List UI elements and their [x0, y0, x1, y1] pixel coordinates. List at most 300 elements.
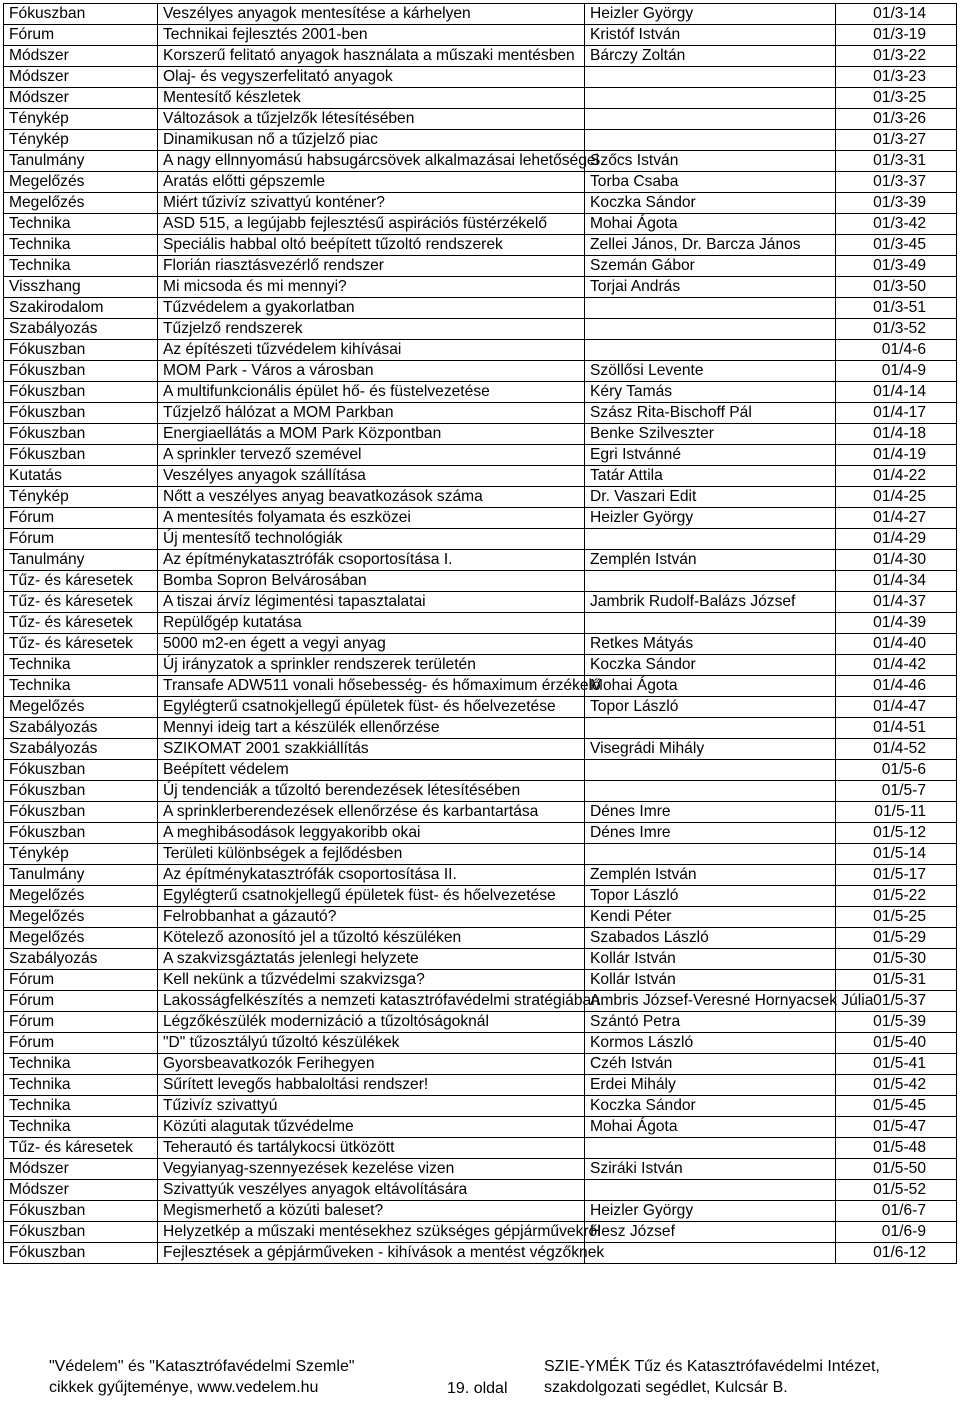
author-cell: Torba Csaba — [585, 172, 836, 193]
article-title-cell: Tűzjelző hálózat a MOM Parkban — [158, 403, 585, 424]
issue-ref-cell: 01/5-50 — [836, 1159, 957, 1180]
footer-page-number: 19. oldal — [447, 1380, 508, 1397]
table-row — [4, 508, 957, 529]
table-row — [4, 424, 957, 445]
table-row — [4, 613, 957, 634]
rovat-cell: Fókuszban — [4, 382, 158, 403]
article-title-cell: Új irányzatok a sprinkler rendszerek területén — [158, 655, 585, 676]
article-title-cell: Szivattyúk veszélyes anyagok eltávolítására — [158, 1180, 585, 1201]
article-title-cell: Mentesítő készletek — [158, 88, 585, 109]
table-row — [4, 697, 957, 718]
article-title-cell: Mi micsoda és mi mennyi? — [158, 277, 585, 298]
author-cell: Czéh István — [585, 1054, 836, 1075]
table-row — [4, 970, 957, 991]
issue-ref-cell: 01/5-31 — [836, 970, 957, 991]
table-row — [4, 151, 957, 172]
rovat-cell: Tűz- és káresetek — [4, 634, 158, 655]
rovat-cell: Módszer — [4, 67, 158, 88]
footer-source-line2: cikkek gyűjteménye, www.vedelem.hu — [49, 1379, 319, 1396]
article-title-cell: A nagy ellnnyomású habsugárcsövek alkalmazásai lehetőségei — [158, 151, 585, 172]
rovat-cell: Megelőzés — [4, 697, 158, 718]
table-row — [4, 571, 957, 592]
table-row — [4, 802, 957, 823]
table-row — [4, 865, 957, 886]
table-row — [4, 214, 957, 235]
footer-source — [49, 1356, 355, 1398]
table-row — [4, 25, 957, 46]
article-title-cell: Az építészeti tűzvédelem kihívásai — [158, 340, 585, 361]
issue-ref-cell: 01/5-6 — [836, 760, 957, 781]
rovat-cell: Ténykép — [4, 130, 158, 151]
issue-ref-cell: 01/4-46 — [836, 676, 957, 697]
issue-ref-cell: 01/3-50 — [836, 277, 957, 298]
issue-ref-cell: 01/3-52 — [836, 319, 957, 340]
article-title-cell: Területi különbségek a fejlődésben — [158, 844, 585, 865]
rovat-cell: Megelőzés — [4, 172, 158, 193]
rovat-cell: Fórum — [4, 508, 158, 529]
issue-ref-cell: 01/5-41 — [836, 1054, 957, 1075]
rovat-cell: Fókuszban — [4, 781, 158, 802]
issue-ref-cell: 01/4-30 — [836, 550, 957, 571]
author-cell: Topor László — [585, 697, 836, 718]
table-row — [4, 928, 957, 949]
author-cell: Kollár István — [585, 949, 836, 970]
rovat-cell: Fókuszban — [4, 760, 158, 781]
rovat-cell: Ténykép — [4, 844, 158, 865]
table-row — [4, 319, 957, 340]
issue-ref-cell: 01/3-31 — [836, 151, 957, 172]
issue-ref-cell: 01/5-39 — [836, 1012, 957, 1033]
rovat-cell: Tanulmány — [4, 865, 158, 886]
author-cell — [585, 718, 836, 739]
author-cell — [585, 760, 836, 781]
table-row — [4, 1012, 957, 1033]
issue-ref-cell: 01/5-22 — [836, 886, 957, 907]
article-title-cell: Repülőgép kutatása — [158, 613, 585, 634]
rovat-cell: Szabályozás — [4, 739, 158, 760]
table-row — [4, 991, 957, 1012]
table-row — [4, 403, 957, 424]
author-cell: Kendi Péter — [585, 907, 836, 928]
rovat-cell: Visszhang — [4, 277, 158, 298]
rovat-cell: Módszer — [4, 1159, 158, 1180]
issue-ref-cell: 01/5-48 — [836, 1138, 957, 1159]
issue-ref-cell: 01/4-14 — [836, 382, 957, 403]
table-row — [4, 340, 957, 361]
issue-ref-cell: 01/5-37 — [836, 991, 957, 1012]
article-title-cell: Az építménykatasztrófák csoportosítása II. — [158, 865, 585, 886]
author-cell: Mohai Ágota — [585, 1117, 836, 1138]
article-title-cell: Energiaellátás a MOM Park Központban — [158, 424, 585, 445]
issue-ref-cell: 01/3-27 — [836, 130, 957, 151]
article-title-cell: "D" tűzosztályú tűzoltó készülékek — [158, 1033, 585, 1054]
table-row — [4, 172, 957, 193]
author-cell — [585, 340, 836, 361]
rovat-cell: Szabályozás — [4, 718, 158, 739]
table-row — [4, 739, 957, 760]
issue-ref-cell: 01/5-11 — [836, 802, 957, 823]
article-title-cell: A sprinklerberendezések ellenőrzése és karbantartása — [158, 802, 585, 823]
author-cell: Szántó Petra — [585, 1012, 836, 1033]
author-cell — [585, 571, 836, 592]
table-row — [4, 676, 957, 697]
table-row — [4, 4, 957, 25]
article-title-cell: Lakosságfelkészítés a nemzeti katasztrófavédelmi stratégiában — [158, 991, 585, 1012]
issue-ref-cell: 01/5-42 — [836, 1075, 957, 1096]
article-title-cell: Miért tűzivíz szivattyú konténer? — [158, 193, 585, 214]
article-title-cell: Közúti alagutak tűzvédelme — [158, 1117, 585, 1138]
author-cell: Zemplén István — [585, 865, 836, 886]
issue-ref-cell: 01/3-26 — [836, 109, 957, 130]
article-title-cell: Sűrített levegős habbaloltási rendszer! — [158, 1075, 585, 1096]
table-row — [4, 1222, 957, 1243]
author-cell: Egri Istvánné — [585, 445, 836, 466]
issue-ref-cell: 01/5-29 — [836, 928, 957, 949]
issue-ref-cell: 01/3-37 — [836, 172, 957, 193]
article-title-cell: Transafe ADW511 vonali hősebesség- és hőmaximum érzékelő — [158, 676, 585, 697]
rovat-cell: Technika — [4, 1054, 158, 1075]
author-cell — [585, 1138, 836, 1159]
article-index-sheet — [3, 3, 956, 1264]
table-row — [4, 1180, 957, 1201]
footer-source-line1: "Védelem" és "Katasztrófavédelmi Szemle" — [49, 1358, 355, 1375]
table-row — [4, 235, 957, 256]
article-title-cell: A mentesítés folyamata és eszközei — [158, 508, 585, 529]
rovat-cell: Fókuszban — [4, 424, 158, 445]
rovat-cell: Módszer — [4, 1180, 158, 1201]
author-cell: Visegrádi Mihály — [585, 739, 836, 760]
author-cell: Erdei Mihály — [585, 1075, 836, 1096]
rovat-cell: Fórum — [4, 25, 158, 46]
rovat-cell: Tűz- és káresetek — [4, 592, 158, 613]
rovat-cell: Fókuszban — [4, 4, 158, 25]
rovat-cell: Fókuszban — [4, 361, 158, 382]
issue-ref-cell: 01/5-40 — [836, 1033, 957, 1054]
article-title-cell: Technikai fejlesztés 2001-ben — [158, 25, 585, 46]
author-cell: Dénes Imre — [585, 823, 836, 844]
rovat-cell: Tűz- és káresetek — [4, 571, 158, 592]
issue-ref-cell: 01/4-42 — [836, 655, 957, 676]
table-row — [4, 760, 957, 781]
issue-ref-cell: 01/5-47 — [836, 1117, 957, 1138]
rovat-cell: Fókuszban — [4, 823, 158, 844]
author-cell: Koczka Sándor — [585, 655, 836, 676]
issue-ref-cell: 01/4-25 — [836, 487, 957, 508]
article-title-cell: Veszélyes anyagok szállítása — [158, 466, 585, 487]
rovat-cell: Tanulmány — [4, 550, 158, 571]
table-row — [4, 634, 957, 655]
author-cell: Jambrik Rudolf-Balázs József — [585, 592, 836, 613]
issue-ref-cell: 01/4-52 — [836, 739, 957, 760]
table-row — [4, 718, 957, 739]
author-cell: Heizler György — [585, 508, 836, 529]
table-row — [4, 529, 957, 550]
author-cell: Torjai András — [585, 277, 836, 298]
author-cell: Heizler György — [585, 1201, 836, 1222]
issue-ref-cell: 01/5-30 — [836, 949, 957, 970]
author-cell — [585, 67, 836, 88]
author-cell: Szabados László — [585, 928, 836, 949]
author-cell — [585, 130, 836, 151]
issue-ref-cell: 01/5-25 — [836, 907, 957, 928]
author-cell: Retkes Mátyás — [585, 634, 836, 655]
issue-ref-cell: 01/4-51 — [836, 718, 957, 739]
rovat-cell: Tűz- és káresetek — [4, 613, 158, 634]
article-title-cell: SZIKOMAT 2001 szakkiállítás — [158, 739, 585, 760]
issue-ref-cell: 01/3-14 — [836, 4, 957, 25]
rovat-cell: Fórum — [4, 991, 158, 1012]
author-cell: Koczka Sándor — [585, 1096, 836, 1117]
issue-ref-cell: 01/4-39 — [836, 613, 957, 634]
article-title-cell: Mennyi ideig tart a készülék ellenőrzése — [158, 718, 585, 739]
issue-ref-cell: 01/5-17 — [836, 865, 957, 886]
table-row — [4, 886, 957, 907]
article-title-cell: Kötelező azonosító jel a tűzoltó készüléken — [158, 928, 585, 949]
table-row — [4, 1243, 957, 1264]
rovat-cell: Megelőzés — [4, 907, 158, 928]
table-row — [4, 655, 957, 676]
issue-ref-cell: 01/4-27 — [836, 508, 957, 529]
issue-ref-cell: 01/6-7 — [836, 1201, 957, 1222]
issue-ref-cell: 01/3-25 — [836, 88, 957, 109]
rovat-cell: Technika — [4, 1096, 158, 1117]
table-row — [4, 466, 957, 487]
issue-ref-cell: 01/5-45 — [836, 1096, 957, 1117]
issue-ref-cell: 01/6-9 — [836, 1222, 957, 1243]
author-cell: Kéry Tamás — [585, 382, 836, 403]
table-row — [4, 88, 957, 109]
author-cell: Zellei János, Dr. Barcza János — [585, 235, 836, 256]
rovat-cell: Megelőzés — [4, 886, 158, 907]
author-cell: Kollár István — [585, 970, 836, 991]
table-row — [4, 193, 957, 214]
author-cell: Ambris József-Veresné Hornyacsek Júlia — [585, 991, 836, 1012]
author-cell: Szöllősi Levente — [585, 361, 836, 382]
table-row — [4, 592, 957, 613]
article-title-cell: Tűzivíz szivattyú — [158, 1096, 585, 1117]
table-row — [4, 487, 957, 508]
rovat-cell: Ténykép — [4, 487, 158, 508]
article-title-cell: ASD 515, a legújabb fejlesztésű aspirációs füstérzékelő — [158, 214, 585, 235]
author-cell: Szőcs István — [585, 151, 836, 172]
rovat-cell: Fókuszban — [4, 403, 158, 424]
table-row — [4, 1054, 957, 1075]
table-row — [4, 445, 957, 466]
article-title-cell: A multifunkcionális épület hő- és füstelvezetése — [158, 382, 585, 403]
rovat-cell: Technika — [4, 655, 158, 676]
article-title-cell: Megismerhető a közúti baleset? — [158, 1201, 585, 1222]
author-cell: Benke Szilveszter — [585, 424, 836, 445]
author-cell: Heizler György — [585, 4, 836, 25]
rovat-cell: Ténykép — [4, 109, 158, 130]
rovat-cell: Fókuszban — [4, 1222, 158, 1243]
table-row — [4, 844, 957, 865]
rovat-cell: Kutatás — [4, 466, 158, 487]
article-title-cell: Felrobbanhat a gázautó? — [158, 907, 585, 928]
rovat-cell: Megelőzés — [4, 193, 158, 214]
rovat-cell: Szakirodalom — [4, 298, 158, 319]
author-cell: Mohai Ágota — [585, 676, 836, 697]
article-title-cell: Az építménykatasztrófák csoportosítása I. — [158, 550, 585, 571]
rovat-cell: Fókuszban — [4, 1243, 158, 1264]
author-cell — [585, 88, 836, 109]
issue-ref-cell: 01/3-39 — [836, 193, 957, 214]
issue-ref-cell: 01/4-47 — [836, 697, 957, 718]
author-cell — [585, 1243, 836, 1264]
table-row — [4, 130, 957, 151]
issue-ref-cell: 01/5-52 — [836, 1180, 957, 1201]
table-row — [4, 1033, 957, 1054]
article-title-cell: A szakvizsgáztatás jelenlegi helyzete — [158, 949, 585, 970]
article-title-cell: A meghibásodások leggyakoribb okai — [158, 823, 585, 844]
article-title-cell: Tűzjelző rendszerek — [158, 319, 585, 340]
article-title-cell: Fejlesztések a gépjárműveken - kihívások a mentést végzőknek — [158, 1243, 585, 1264]
rovat-cell: Fókuszban — [4, 340, 158, 361]
author-cell — [585, 613, 836, 634]
table-row — [4, 1138, 957, 1159]
rovat-cell: Technika — [4, 1117, 158, 1138]
rovat-cell: Fórum — [4, 529, 158, 550]
author-cell: Dr. Vaszari Edit — [585, 487, 836, 508]
table-row — [4, 823, 957, 844]
rovat-cell: Technika — [4, 256, 158, 277]
author-cell: Hesz József — [585, 1222, 836, 1243]
author-cell: Dénes Imre — [585, 802, 836, 823]
article-title-cell: Olaj- és vegyszerfelitató anyagok — [158, 67, 585, 88]
issue-ref-cell: 01/3-42 — [836, 214, 957, 235]
author-cell: Kormos László — [585, 1033, 836, 1054]
table-row — [4, 1075, 957, 1096]
article-title-cell: Beépített védelem — [158, 760, 585, 781]
table-row — [4, 277, 957, 298]
table-row — [4, 550, 957, 571]
author-cell: Szemán Gábor — [585, 256, 836, 277]
author-cell: Tatár Attila — [585, 466, 836, 487]
article-title-cell: 5000 m2-en égett a vegyi anyag — [158, 634, 585, 655]
issue-ref-cell: 01/6-12 — [836, 1243, 957, 1264]
author-cell — [585, 319, 836, 340]
rovat-cell: Fókuszban — [4, 445, 158, 466]
footer-institute — [544, 1356, 880, 1398]
rovat-cell: Fórum — [4, 1033, 158, 1054]
issue-ref-cell: 01/3-45 — [836, 235, 957, 256]
table-row — [4, 298, 957, 319]
table-row — [4, 1096, 957, 1117]
issue-ref-cell: 01/3-23 — [836, 67, 957, 88]
issue-ref-cell: 01/5-12 — [836, 823, 957, 844]
table-row — [4, 46, 957, 67]
table-row — [4, 382, 957, 403]
issue-ref-cell: 01/4-9 — [836, 361, 957, 382]
table-row — [4, 1201, 957, 1222]
article-title-cell: Helyzetkép a műszaki mentésekhez szükséges gépjárművekről — [158, 1222, 585, 1243]
author-cell — [585, 529, 836, 550]
table-row — [4, 781, 957, 802]
article-title-cell: Gyorsbeavatkozók Ferihegyen — [158, 1054, 585, 1075]
author-cell: Zemplén István — [585, 550, 836, 571]
table-row — [4, 1117, 957, 1138]
article-title-cell: Dinamikusan nő a tűzjelző piac — [158, 130, 585, 151]
issue-ref-cell: 01/4-40 — [836, 634, 957, 655]
article-title-cell: Változások a tűzjelzők létesítésében — [158, 109, 585, 130]
author-cell: Koczka Sándor — [585, 193, 836, 214]
author-cell — [585, 1180, 836, 1201]
article-title-cell: Kell nekünk a tűzvédelmi szakvizsga? — [158, 970, 585, 991]
article-title-cell: Aratás előtti gépszemle — [158, 172, 585, 193]
footer-institute-line1: SZIE-YMÉK Tűz és Katasztrófavédelmi Intézet, — [544, 1358, 880, 1375]
rovat-cell: Szabályozás — [4, 949, 158, 970]
article-title-cell: MOM Park - Város a városban — [158, 361, 585, 382]
article-title-cell: Nőtt a veszélyes anyag beavatkozások száma — [158, 487, 585, 508]
author-cell — [585, 781, 836, 802]
article-title-cell: Florián riasztásvezérlő rendszer — [158, 256, 585, 277]
issue-ref-cell: 01/4-18 — [836, 424, 957, 445]
article-title-cell: Korszerű felitató anyagok használata a műszaki mentésben — [158, 46, 585, 67]
rovat-cell: Fórum — [4, 970, 158, 991]
article-title-cell: Új mentesítő technológiák — [158, 529, 585, 550]
author-cell: Bárczy Zoltán — [585, 46, 836, 67]
article-title-cell: Speciális habbal oltó beépített tűzoltó rendszerek — [158, 235, 585, 256]
table-row — [4, 361, 957, 382]
rovat-cell: Fórum — [4, 1012, 158, 1033]
table-row — [4, 67, 957, 88]
issue-ref-cell: 01/3-51 — [836, 298, 957, 319]
author-cell: Szász Rita-Bischoff Pál — [585, 403, 836, 424]
issue-ref-cell: 01/3-19 — [836, 25, 957, 46]
rovat-cell: Tanulmány — [4, 151, 158, 172]
article-title-cell: Veszélyes anyagok mentesítése a kárhelyen — [158, 4, 585, 25]
table-row — [4, 256, 957, 277]
author-cell — [585, 844, 836, 865]
footer-institute-line2: szakdolgozati segédlet, Kulcsár B. — [544, 1379, 788, 1396]
author-cell — [585, 109, 836, 130]
issue-ref-cell: 01/4-17 — [836, 403, 957, 424]
author-cell: Sziráki István — [585, 1159, 836, 1180]
author-cell: Kristóf István — [585, 25, 836, 46]
issue-ref-cell: 01/4-22 — [836, 466, 957, 487]
article-title-cell: A tiszai árvíz légimentési tapasztalatai — [158, 592, 585, 613]
issue-ref-cell: 01/4-34 — [836, 571, 957, 592]
rovat-cell: Fókuszban — [4, 802, 158, 823]
issue-ref-cell: 01/4-29 — [836, 529, 957, 550]
article-title-cell: Új tendenciák a tűzoltó berendezések létesítésében — [158, 781, 585, 802]
rovat-cell: Szabályozás — [4, 319, 158, 340]
issue-ref-cell: 01/3-49 — [836, 256, 957, 277]
table-row — [4, 949, 957, 970]
article-title-cell: Bomba Sopron Belvárosában — [158, 571, 585, 592]
issue-ref-cell: 01/4-6 — [836, 340, 957, 361]
issue-ref-cell: 01/4-37 — [836, 592, 957, 613]
rovat-cell: Technika — [4, 1075, 158, 1096]
issue-ref-cell: 01/5-7 — [836, 781, 957, 802]
article-title-cell: Vegyianyag-szennyezések kezelése vizen — [158, 1159, 585, 1180]
article-title-cell: Tűzvédelem a gyakorlatban — [158, 298, 585, 319]
rovat-cell: Tűz- és káresetek — [4, 1138, 158, 1159]
issue-ref-cell: 01/3-22 — [836, 46, 957, 67]
rovat-cell: Módszer — [4, 88, 158, 109]
article-rows — [4, 4, 957, 1264]
issue-ref-cell: 01/4-19 — [836, 445, 957, 466]
rovat-cell: Technika — [4, 235, 158, 256]
table-row — [4, 1159, 957, 1180]
issue-ref-cell: 01/5-14 — [836, 844, 957, 865]
table-row — [4, 907, 957, 928]
article-title-cell: Légzőkészülék modernizáció a tűzoltóságoknál — [158, 1012, 585, 1033]
article-title-cell: Teherautó és tartálykocsi ütközött — [158, 1138, 585, 1159]
article-index-table — [3, 3, 957, 1264]
article-title-cell: A sprinkler tervező szemével — [158, 445, 585, 466]
table-row — [4, 109, 957, 130]
